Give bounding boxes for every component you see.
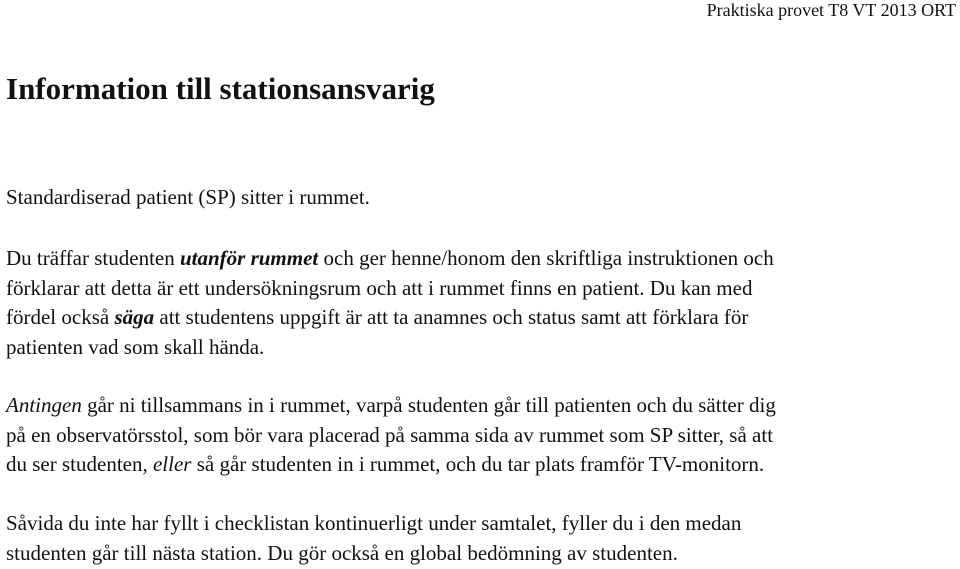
text-run: Du träffar studenten [6, 246, 180, 270]
text-run: du ser studenten, [6, 452, 153, 476]
paragraph-line: Standardiserad patient (SP) sitter i rummet. [6, 185, 370, 209]
text-run: fördel också [6, 305, 115, 329]
paragraph-meet-student [6, 244, 946, 362]
page-title: Information till stationsansvarig [6, 71, 435, 106]
text-run: och ger henne/honom den skriftliga instruktionen och [318, 246, 774, 270]
emphasis-text: Antingen [6, 393, 82, 417]
paragraph-line: förklarar att detta är ett undersökningsrum och att i rummet finns en patient. Du kan med [6, 275, 753, 300]
paragraph-line [6, 244, 946, 274]
paragraph-line: studenten går till nästa station. Du gör också en global bedömning av studenten. [6, 540, 678, 565]
paragraph-line [6, 450, 946, 480]
emphasis-text: utanför rummet [179, 246, 319, 270]
text-run: går ni tillsammans in i rummet, varpå studenten går till patienten och du sätter dig [81, 393, 776, 417]
paragraph-line [6, 303, 946, 333]
text-run: att studentens uppgift är att ta anamnes och status samt att förklara för [154, 305, 749, 329]
paragraph-line [6, 391, 946, 421]
paragraph-enter-room [6, 391, 946, 480]
paragraph-line: Såvida du inte har fyllt i checklistan kontinuerligt under samtalet, fyller du i den medan [6, 511, 742, 535]
page-header: Praktiska provet T8 VT 2013 ORT [706, 0, 956, 20]
text-run: så går studenten in i rummet, och du tar plats framför TV-monitorn. [191, 452, 765, 476]
paragraph-line: patienten vad som skall hända. [6, 334, 265, 359]
paragraph-line: på en observatörsstol, som bör vara placerad på samma sida av rummet som SP sitter, så att [6, 422, 774, 447]
emphasis-text: säga [114, 305, 155, 329]
paragraph-checklist [6, 509, 946, 568]
paragraph-sp-location [6, 183, 946, 213]
emphasis-text: eller [152, 452, 192, 476]
